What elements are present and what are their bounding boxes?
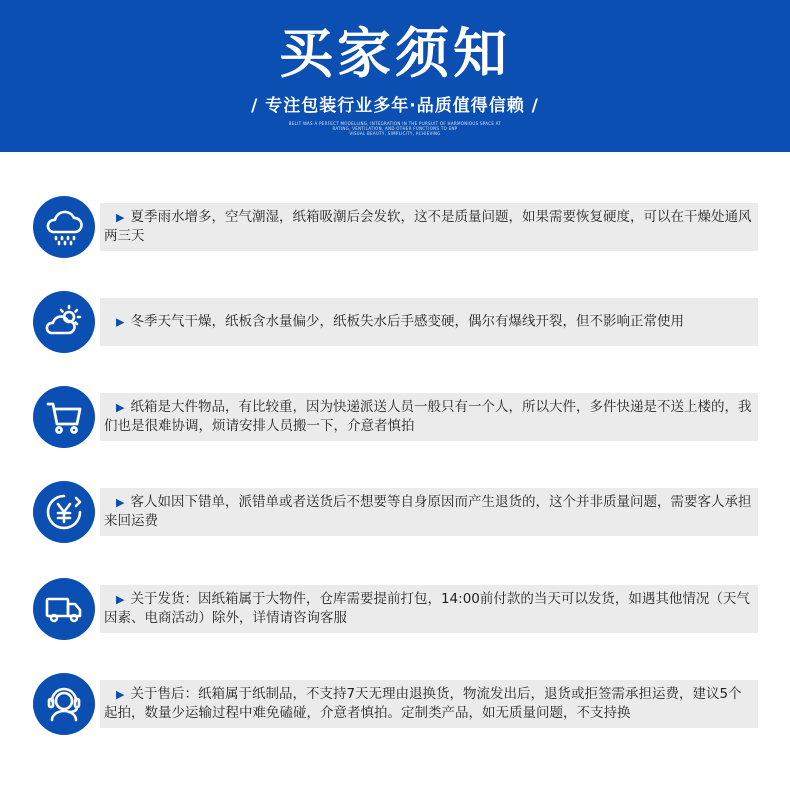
english-tagline-line: BELIT WAS A PERFECT MODELLING, INTEGRATION IN THE PURSUIT OF HARMONIOUS SPACE AT: [288, 121, 502, 126]
customer-service-icon: [33, 673, 95, 735]
notice-text: [104, 208, 754, 246]
header-banner: [0, 0, 790, 152]
notice-text-content: 夏季雨水增多，空气潮湿，纸箱吸潮后会发软，这不是质量问题，如果需要恢复硬度，可以在干燥处通风两三天: [104, 209, 752, 244]
arrow-icon: ▶: [116, 315, 125, 329]
notice-text: [104, 398, 754, 436]
notice-text-content: 冬季天气干燥，纸板含水量偏少，纸板失水后手感变硬，偶尔有爆线开裂，但不影响正常使用: [130, 313, 684, 330]
notice-item: [0, 192, 790, 262]
notice-text-content: 客人如因下错单，派错单或者送货后不想要等自身原因而产生退货的，这个并非质量问题，需要客人承担来回运费: [104, 494, 752, 529]
notice-text: [104, 493, 754, 531]
english-tagline-line: RATING, VENTILATION, AND OTHER FUNCTIONS TO ENP: [332, 126, 458, 131]
notice-text: [104, 313, 754, 332]
arrow-icon: ▶: [116, 211, 125, 224]
page-subtitle: / 专注包装行业多年·品质值得信赖 /: [251, 96, 539, 116]
notice-text: [104, 590, 754, 628]
notice-item: [0, 669, 790, 739]
refund-yen-icon: [33, 481, 95, 543]
notice-item: [0, 382, 790, 452]
notice-text-content: 关于售后：纸箱属于纸制品，不支持7天无理由退换货，物流发出后，退货或拒签需承担运费，建议5个起拍，数量少运输过程中难免磕碰，介意者慎拍。定制类产品，如无质量问题，不支持换: [104, 686, 742, 721]
notice-item: [0, 287, 790, 357]
page-title: 买家须知: [279, 22, 511, 85]
english-tagline-line: VISUAL BEAUTY, SIMPLICITY, ACHIEVING: [349, 131, 441, 136]
sun-cloud-icon: [33, 291, 95, 353]
arrow-icon: ▶: [116, 593, 125, 606]
rain-cloud-icon: [33, 196, 95, 258]
delivery-truck-icon: [33, 578, 95, 640]
arrow-icon: ▶: [116, 401, 125, 414]
arrow-icon: ▶: [116, 688, 125, 701]
notice-text-content: 关于发货：因纸箱属于大物件，仓库需要提前打包，14:00前付款的当天可以发货，如遇其他情况（天气因素、电商活动）除外，详情请咨询客服: [104, 591, 750, 626]
notice-text-content: 纸箱是大件物品，有比较重，因为快递派送人员一般只有一个人，所以大件，多件快递是不送上楼的，我们也是很难协调，烦请安排人员搬一下，介意者慎拍: [104, 399, 752, 434]
arrow-icon: ▶: [116, 496, 125, 509]
shopping-cart-icon: [33, 386, 95, 448]
notice-text: [104, 685, 754, 723]
notice-item: [0, 477, 790, 547]
notice-item: [0, 574, 790, 644]
english-tagline: [250, 121, 540, 136]
